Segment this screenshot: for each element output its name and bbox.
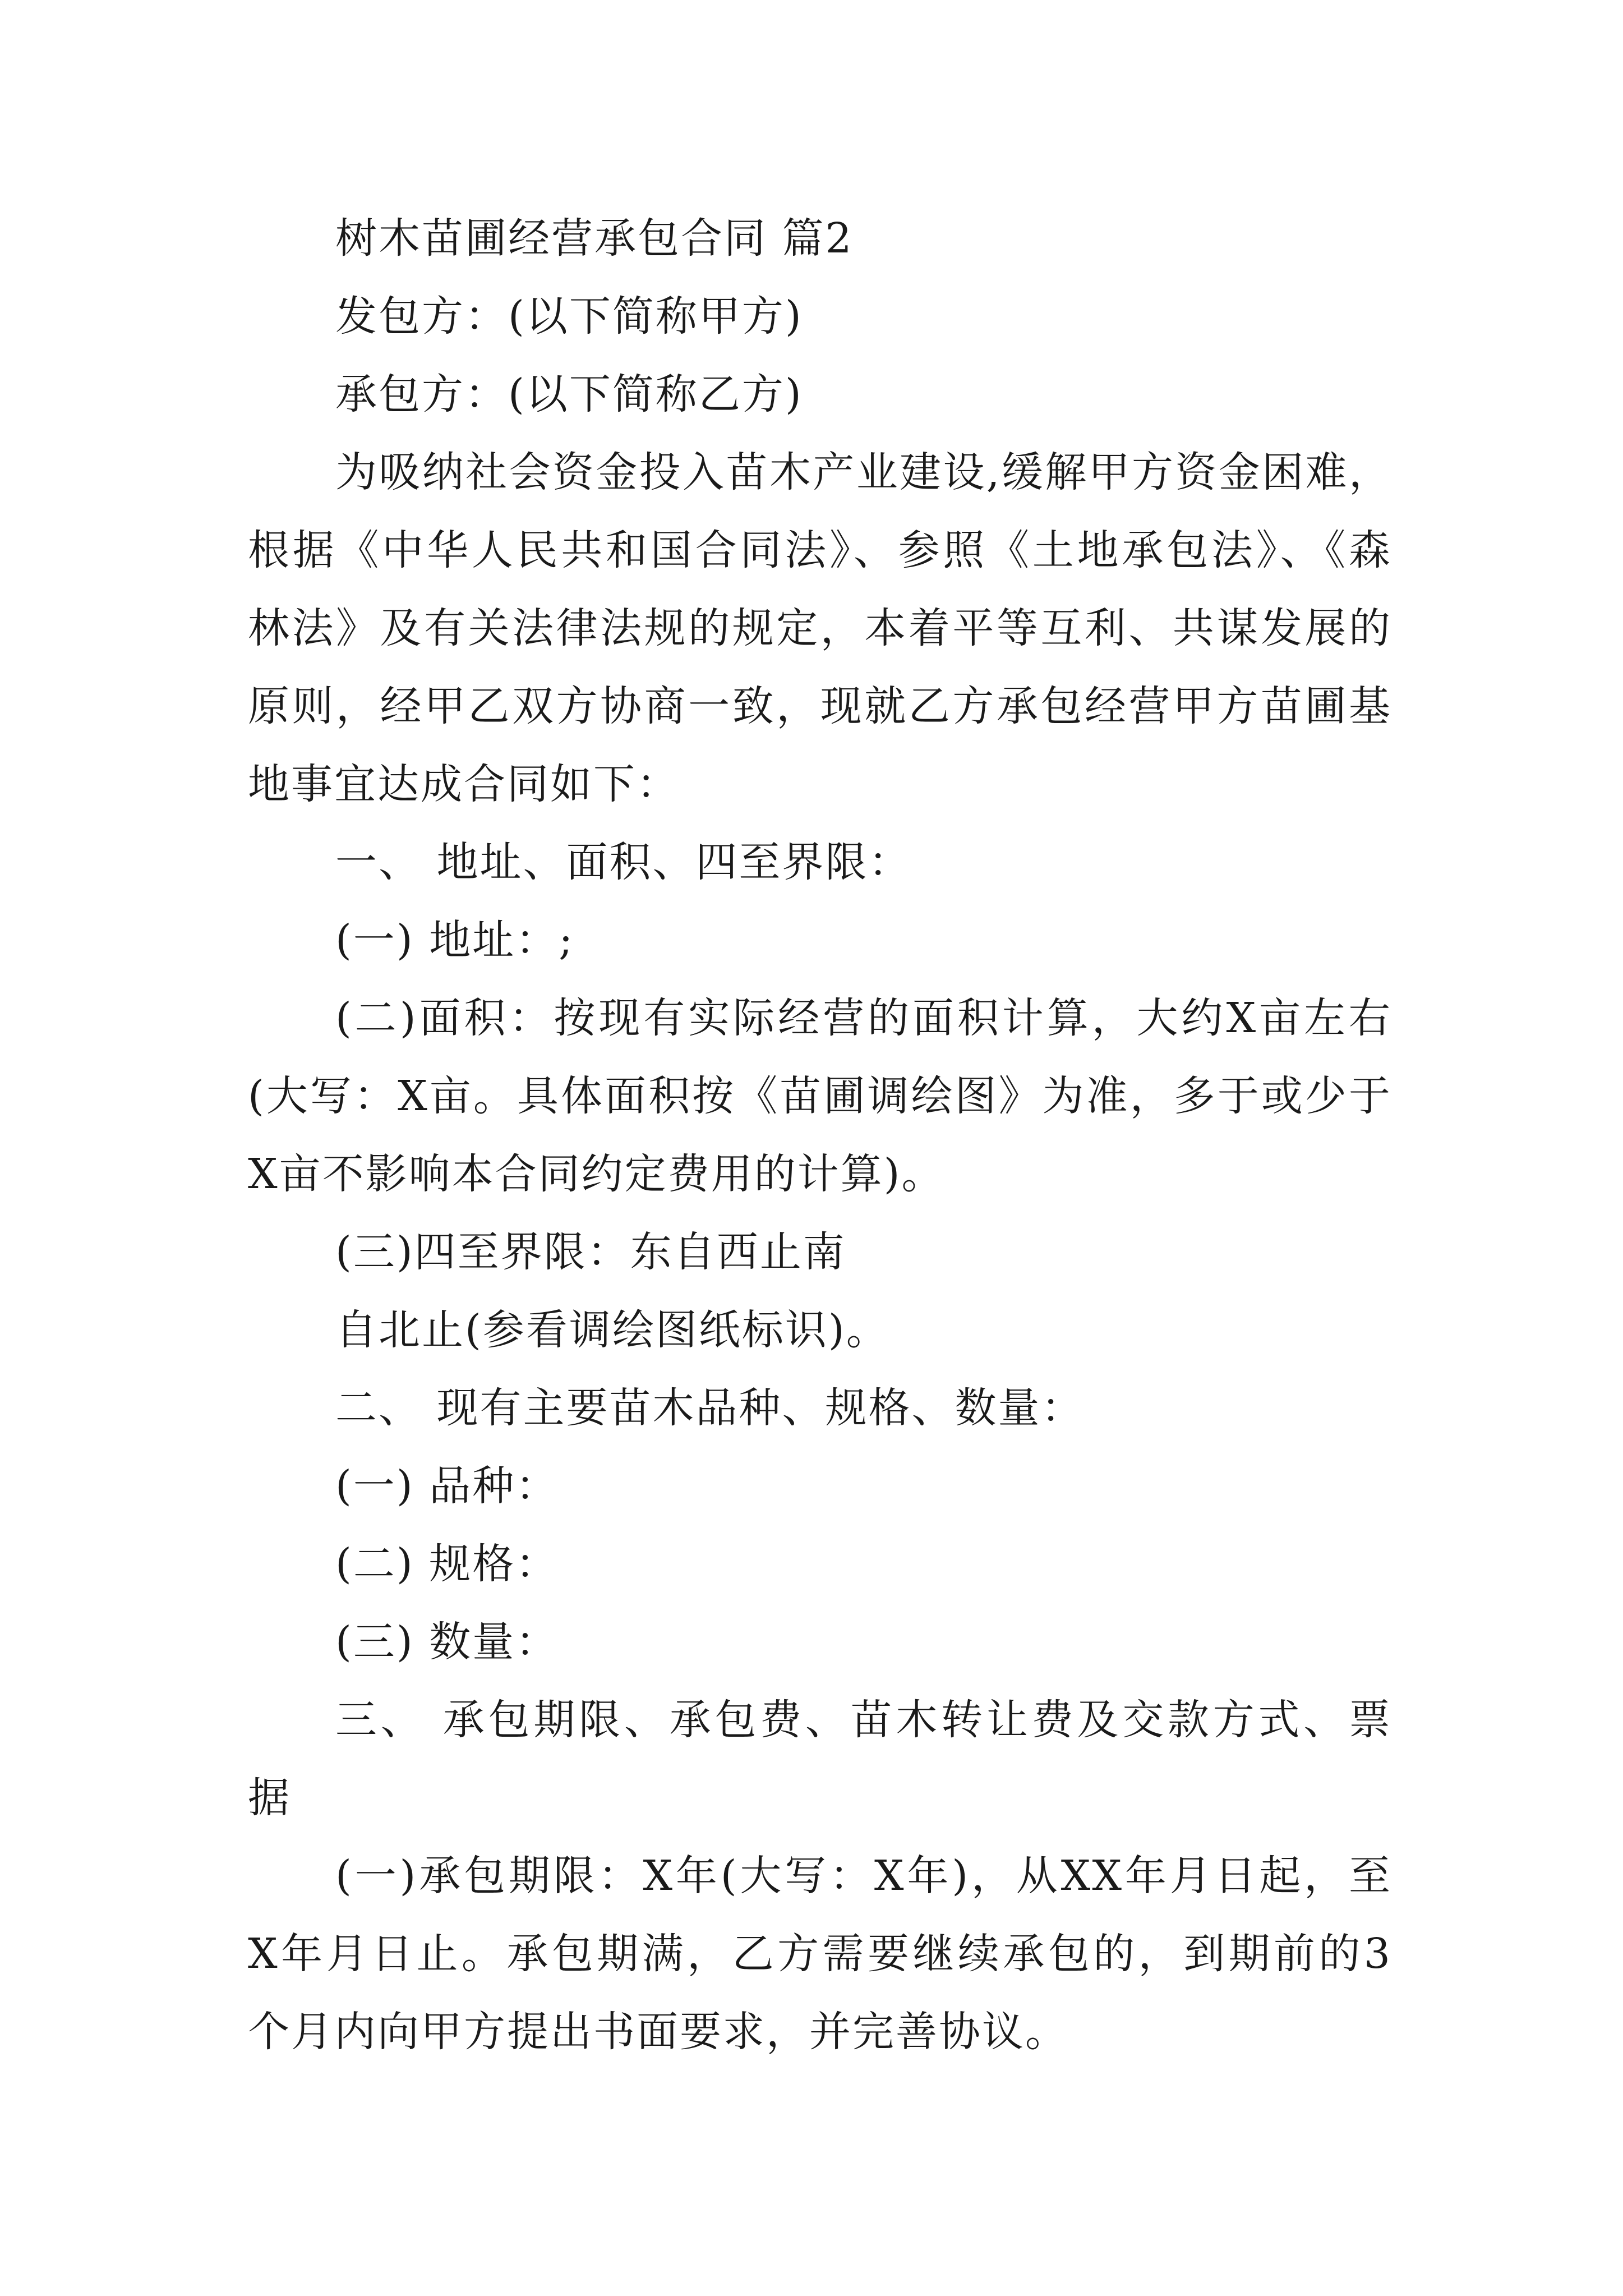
section-3-heading-line-1: 三、 承包期限、承包费、苗木转让费及交款方式、票 <box>335 1696 1392 1744</box>
preamble-line-4: 原则，经甲乙双方协商一致，现就乙方承包经营甲方苗圃基 <box>248 682 1392 730</box>
section-3-heading-line-2: 据 <box>248 1774 291 1822</box>
preamble-line-2: 根据《中华人民共和国合同法》、参照《土地承包法》、《森 <box>248 526 1392 574</box>
section-2-item-2: (二) 规格： <box>335 1540 559 1588</box>
section-2-heading: 二、 现有主要苗木品种、规格、数量： <box>335 1384 1085 1432</box>
section-2-item-3: (三) 数量： <box>335 1618 559 1666</box>
section-1-item-1: (一) 地址：; <box>335 916 575 964</box>
section-2-item-1: (一) 品种： <box>335 1462 559 1510</box>
section-1-heading: 一、 地址、面积、四至界限： <box>335 838 912 886</box>
section-1-item-2-line-2: (大写：X亩。具体面积按《苗圃调绘图》为准，多于或少于 <box>248 1072 1392 1120</box>
document-body <box>248 200 1392 2071</box>
section-3-item-1-line-3: 个月内向甲方提出书面要求，并完善协议。 <box>248 2008 1068 2056</box>
section-1-item-3-line-2: 自北止(参看调绘图纸标识)。 <box>335 1306 889 1354</box>
section-1-item-3-line-1: (三)四至界限：东自西止南 <box>335 1228 846 1276</box>
document-title: 树木苗圃经营承包合同 篇2 <box>335 214 854 263</box>
preamble-line-5: 地事宜达成合同如下： <box>248 760 680 808</box>
section-1-item-2-line-3: X亩不影响本合同约定费用的计算)。 <box>248 1150 945 1198</box>
section-3-item-1-line-1: (一)承包期限：X年(大写：X年)，从XX年月日起，至 <box>335 1852 1392 1900</box>
party-b-line: 承包方：(以下简称乙方) <box>335 370 803 418</box>
preamble-line-1: 为吸纳社会资金投入苗木产业建设,缓解甲方资金困难， <box>335 448 1392 496</box>
party-a-line: 发包方：(以下简称甲方) <box>335 292 803 341</box>
section-3-item-1-line-2: X年月日止。承包期满，乙方需要继续承包的，到期前的3 <box>248 1930 1392 1978</box>
preamble-line-3: 林法》及有关法律法规的规定，本着平等互利、共谋发展的 <box>248 604 1392 652</box>
section-1-item-2-line-1: (二)面积：按现有实际经营的面积计算，大约X亩左右 <box>335 994 1392 1042</box>
